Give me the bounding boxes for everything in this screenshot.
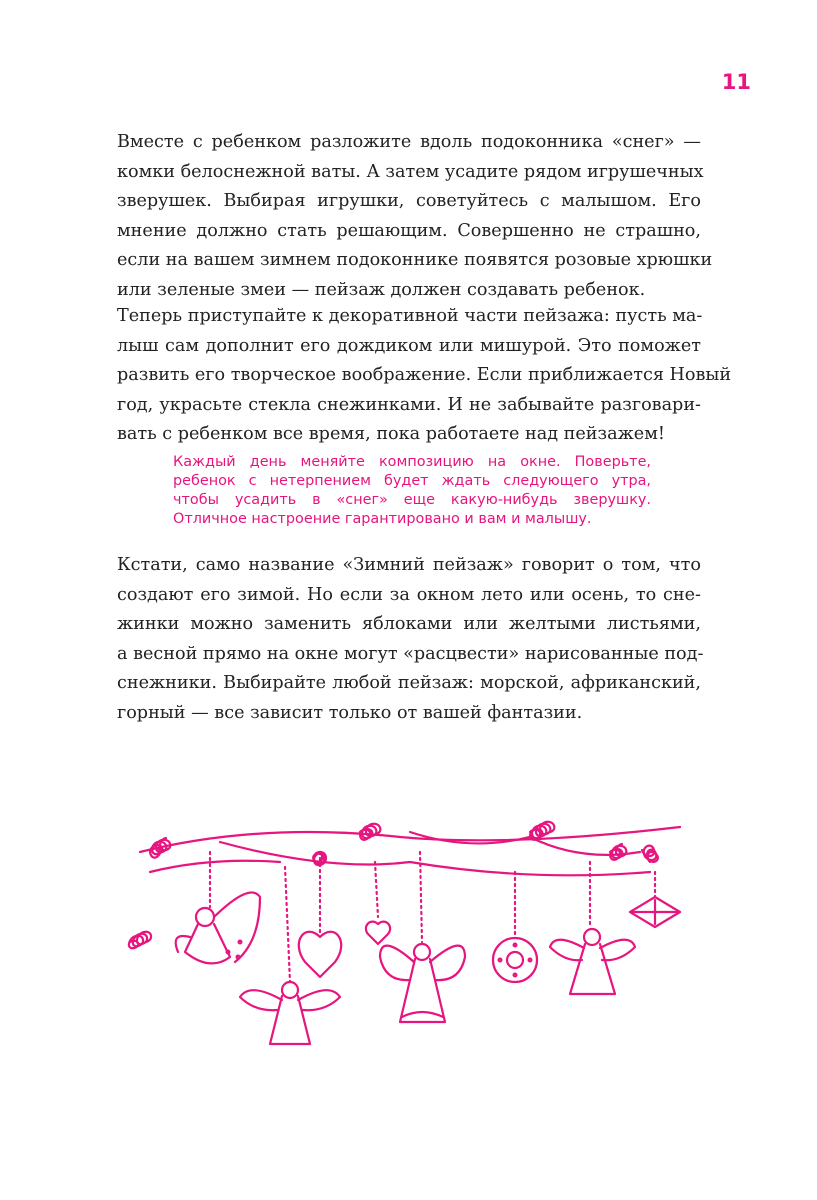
text-line: комки белоснежной ваты. А затем усадите рядом игрушечных: [117, 161, 704, 182]
text-line: снежники. Выбирайте любой пейзаж: морской, африканский,: [117, 673, 701, 694]
curly-ribbon: [150, 838, 170, 858]
heart-ornament-1: [299, 932, 341, 977]
text-line: лыш сам дополнит его дождиком или мишурой. Это поможет: [117, 335, 701, 356]
text-line: создают его зимой. Но если за окном лето или осень, то сне-: [117, 584, 701, 605]
text-line: развить его творческое воображение. Если приближается Новый: [117, 365, 732, 386]
curly-ribbon: [610, 844, 626, 860]
angel-ornament-3: [380, 944, 465, 1022]
garland-string: [140, 827, 680, 852]
hanging-string: [375, 862, 378, 917]
curly-ribbon: [642, 846, 658, 862]
text-line: зверушек. Выбирая игрушки, советуйтесь с малышом. Его: [117, 191, 701, 212]
heart-ornament-2: [366, 922, 390, 944]
text-line: горный — все зависит только от вашей фантазии.: [117, 702, 583, 723]
tip-line: Каждый день меняйте композицию на окне. Поверьте,: [173, 454, 651, 470]
text-line: жинки можно заменить яблоками или желтыми листьями,: [117, 614, 701, 635]
text-line: Теперь приступайте к декоративной части пейзажа: пусть ма-: [117, 306, 703, 326]
angel-ornament-2: [240, 982, 340, 1044]
text-line: вать с ребенком все время, пока работаете над пейзажем!: [117, 424, 665, 445]
garland-string: [220, 842, 650, 875]
curly-ribbon: [530, 822, 554, 840]
text-line: Кстати, само название «Зимний пейзаж» говорит о том, что: [117, 555, 701, 575]
text-line: или зеленые змеи — пейзаж должен создавать ребенок.: [117, 279, 646, 300]
paragraph-3: [117, 551, 704, 729]
hanging-string: [285, 867, 290, 982]
page-number: 11: [721, 70, 751, 94]
hanging-string: [420, 852, 422, 942]
tip-box: [173, 453, 651, 529]
curly-ribbon: [129, 932, 151, 948]
paragraph-2: [117, 302, 732, 450]
text-line: а весной прямо на окне могут «расцвести» нарисованные под-: [117, 643, 704, 664]
angel-ornament-1: [176, 893, 260, 964]
flower-ornament: [493, 938, 537, 982]
paragraph-1: [117, 128, 713, 306]
curly-ribbon: [360, 824, 380, 840]
angel-ornament-4: [550, 929, 635, 994]
text-line: мнение должно стать решающим. Совершенно не страшно,: [117, 220, 701, 241]
text-line: Вместе с ребенком разложите вдоль подоконника «снег» —: [117, 132, 701, 152]
text-line: год, украсьте стекла снежинками. И не забывайте разговари-: [117, 394, 701, 415]
garland-string: [150, 861, 280, 872]
text-line: если на вашем зимнем подоконнике появятся розовые хрюшки: [117, 250, 713, 271]
tip-line: чтобы усадить в «снег» еще какую-нибудь зверушку.: [173, 492, 651, 508]
kite-ornament: [630, 897, 680, 927]
tip-line: ребенок с нетерпением будет ждать следующего утра,: [173, 473, 651, 489]
tip-line: Отличное настроение гарантировано и вам и малышу.: [173, 511, 592, 527]
garland-illustration: [110, 812, 710, 1062]
